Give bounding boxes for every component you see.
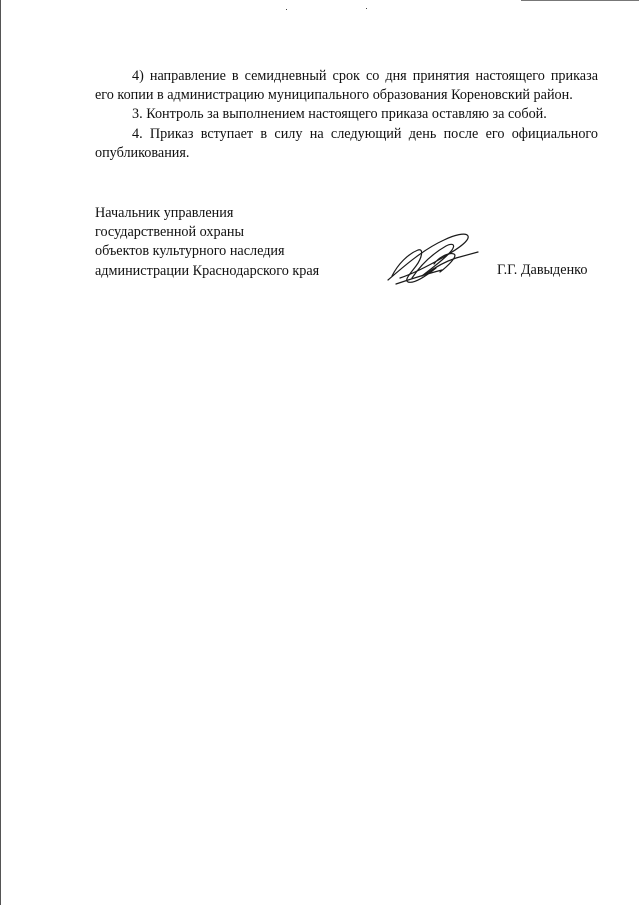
position-line: объектов культурного наследия: [95, 243, 285, 260]
order-point-4-sub: 4) направление в семидневный срок со дня принятия настоящего приказа его копии в администрацию муниципального образования Кореновский район.: [95, 68, 598, 104]
scan-left-edge: [0, 0, 1, 905]
order-point-3: 3. Контроль за выполнением настоящего приказа оставляю за собой.: [132, 106, 547, 123]
scan-speck: [366, 8, 367, 9]
order-point-4: 4. Приказ вступает в силу на следующий день после его официального опубликования.: [95, 125, 598, 161]
signatory-position: [95, 204, 319, 281]
order-text: [95, 67, 598, 163]
scan-speck: [286, 9, 287, 10]
handwritten-signature: [382, 228, 482, 288]
position-line: государственной охраны: [95, 224, 245, 241]
scan-top-edge: [521, 0, 639, 1]
position-line: Начальник управления: [95, 205, 234, 221]
position-line: администрации Краснодарского края: [95, 262, 320, 279]
signer-name: Г.Г. Давыденко: [497, 262, 588, 278]
